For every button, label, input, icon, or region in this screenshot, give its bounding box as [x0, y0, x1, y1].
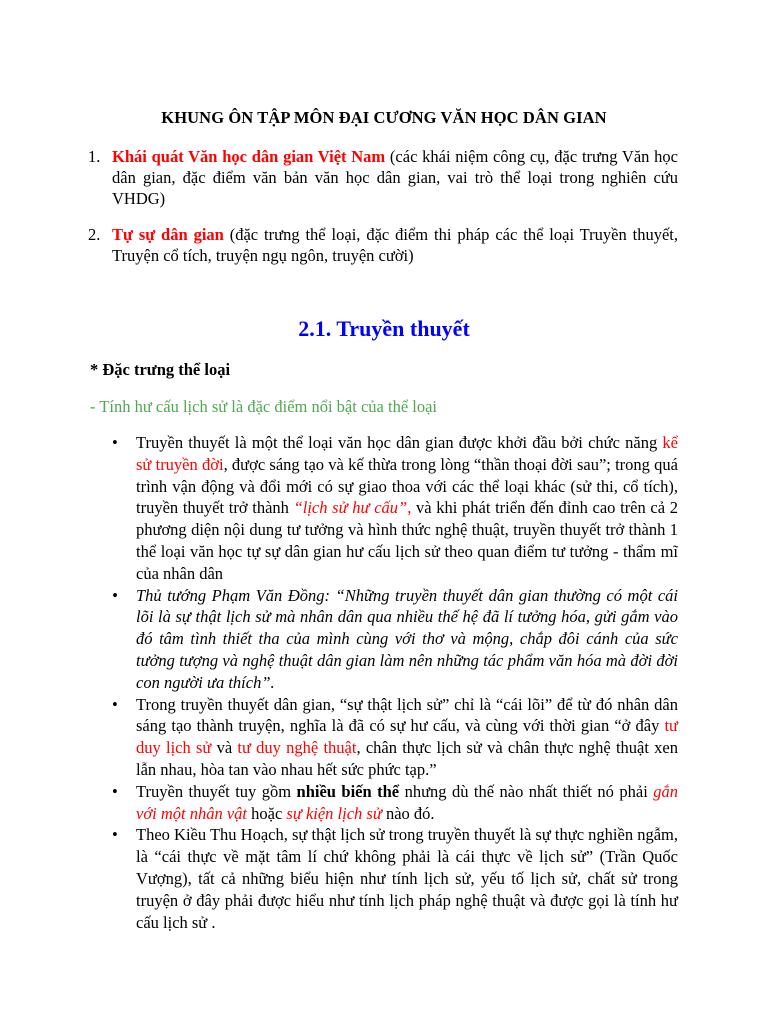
list-item: [100, 781, 678, 825]
list-item: [100, 824, 678, 933]
item-rest: (các khái niệm công cụ, đặc trưng Văn học dân gian, đặc điểm văn bản văn học dân gian, vai trò thể loại trong nghiên cứu VHDG): [112, 147, 678, 208]
bullet-icon: •: [112, 585, 118, 605]
bullet-icon: •: [112, 433, 118, 452]
list-item: [100, 432, 678, 585]
quote-text: Thủ tướng Phạm Văn Đồng: “Những truyền thuyết dân gian thường có một cái lõi là sự thật lịch sử mà nhân dân qua nhiều thế hệ đã lí tưởng hóa, gửi gắm vào đó tâm tình thiết tha của mình cùng với thơ và mộng, chắp đôi cánh của sức tưởng tượng và nghệ thuật dân gian làm nên những tác phẩm văn hóa mà đời đời con người ưa thích”.: [136, 585, 678, 692]
list-item: [100, 694, 678, 781]
bullet-icon: •: [112, 694, 118, 714]
item-rest: (đặc trưng thể loại, đặc điểm thi pháp các thể loại Truyền thuyết, Truyện cổ tích, truyện ngụ ngôn, truyện cười): [112, 225, 678, 265]
text-span: và: [211, 738, 238, 758]
item-highlight: Tự sự dân gian: [112, 225, 224, 244]
red-text: kể sử truyền đời: [136, 433, 678, 474]
text-span: và khi phát triển đến đỉnh cao trên cả 2 phương diện nội dung tư tưởng và hình thức nghệ thuật, truyền thuyết trở thành 1 thể loại văn học tự sự dân gian hư cấu lịch sử theo quan điểm tư tưởng - thẩm mĩ của nhân dân: [136, 498, 679, 583]
red-text: tư duy nghệ thuật: [237, 738, 357, 758]
bullet-icon: •: [112, 825, 118, 845]
section-heading: 2.1. Truyền thuyết: [298, 316, 470, 341]
document-title: KHUNG ÔN TẬP MÔN ĐẠI CƯƠNG VĂN HỌC DÂN GIAN: [161, 108, 607, 127]
text-span: nào đó.: [381, 803, 435, 823]
item-text: [88, 224, 678, 266]
text-span: Theo Kiều Thu Hoạch, sự thật lịch sử trong truyền thuyết là sự thực nghiền ngẫm, là “cái thực về mặt tâm lí chứ không phải là cái thực về lịch sử” (Trần Quốc Vượng), tất cả những biểu hiện như tính lịch sử, yếu tố lịch sử, chất sử trong truyện ở đây phải được hiểu như tính lịch pháp nghệ thuật và được gọi là tính hư cấu lịch sử .: [136, 825, 678, 932]
text-span: , được sáng tạo và kế thừa trong lòng “thần thoại đời sau”; trong quá trình vận động và đổi mới có sự giao thoa với các thể loại khác (sử thi, cổ tích), truyền thuyết trở thành: [136, 454, 678, 518]
subheading: * Đặc trưng thể loại: [90, 360, 231, 379]
red-italic-text: sự kiện lịch sử: [286, 803, 382, 823]
text-span: , chân thực lịch sử và chân thực nghệ thuật xen lẫn nhau, hòa tan vào nhau hết sức phức tạp.”: [136, 738, 679, 779]
numbered-item-2: [88, 224, 678, 266]
red-italic-text: “lịch sử hư cấu”,: [293, 498, 412, 518]
item-number: 2.: [88, 225, 101, 244]
bullet-list: [100, 432, 678, 933]
text-span: hoặc: [247, 803, 287, 823]
red-text: tư duy lịch sử: [136, 716, 678, 758]
bold-text: nhiều biến thể: [296, 781, 400, 801]
item-text: [88, 146, 678, 209]
text-span: Trong truyền thuyết dân gian, “sự thật lịch sử” chỉ là “cái lõi” để từ đó nhân dân sáng tạo thành truyện, nghĩa là đã có sự hư cấu, và cùng với thời gian “ở đây: [136, 694, 678, 736]
red-italic-text: gắn với một nhân vật: [136, 781, 678, 823]
item-highlight: Khái quát Văn học dân gian Việt Nam: [112, 147, 386, 166]
text-span: Truyền thuyết là một thể loại văn học dân gian được khởi đầu bởi chức năng: [136, 433, 663, 452]
green-note: - Tính hư cấu lịch sử là đặc điểm nổi bật của thể loại: [90, 397, 438, 416]
numbered-item-1: [88, 146, 678, 209]
text-span: nhưng dù thế nào nhất thiết nó phải: [399, 781, 654, 801]
text-span: Truyền thuyết tuy gồm: [136, 781, 297, 801]
list-item: [100, 585, 678, 694]
item-number: 1.: [88, 147, 101, 166]
bullet-icon: •: [112, 781, 118, 801]
